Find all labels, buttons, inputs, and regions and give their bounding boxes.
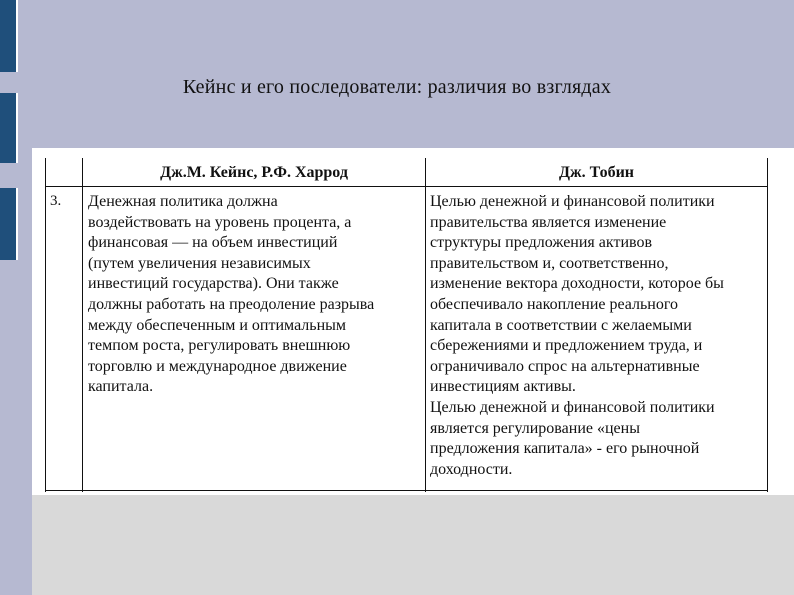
text-line: между обеспеченным и оптимальным	[88, 316, 347, 334]
header-tobin: Дж. Тобин	[559, 164, 634, 181]
text-line: темпом роста, регулировать внешнюю	[88, 337, 351, 355]
text-line: Денежная политика должна	[88, 193, 278, 210]
cell-keynes-harrod	[88, 192, 374, 398]
text-line: правительства является изменение	[430, 213, 667, 231]
text-line: торговлю и международное движение	[88, 357, 347, 375]
table-divider-middle	[425, 158, 426, 492]
text-line: является регулирование «цены	[430, 419, 640, 437]
text-line: капитала в соответствии с желаемыми	[430, 316, 692, 334]
text-line: (путем увеличения независимых	[88, 254, 311, 272]
text-line: ограничивало спрос на альтернативные	[430, 357, 700, 375]
slide-title: Кейнс и его последователи: различия во взглядах	[182, 76, 612, 98]
text-line: доходности.	[430, 460, 513, 478]
text-line: изменение вектора доходности, которое бы	[430, 275, 724, 293]
text-line: капитала.	[88, 378, 154, 396]
text-line: Целью денежной и финансовой политики	[430, 398, 715, 416]
text-line: должны работать на преодоление разрыва	[88, 295, 375, 313]
text-line: инвестициям активы.	[430, 378, 576, 396]
text-line: финансовая — на объем инвестиций	[88, 234, 338, 252]
decorative-bar	[0, 188, 18, 260]
text-line: правительством и, соответственно,	[430, 254, 669, 272]
text-line: инвестиций государства). Они также	[88, 275, 339, 293]
text-line: обеспечивало накопление реального	[430, 295, 679, 313]
row-number: 3.	[50, 193, 62, 209]
text-line: сбережениями и предложением труда, и	[430, 337, 703, 355]
decorative-bar	[0, 0, 18, 72]
text-line: Целью денежной и финансовой политики	[430, 193, 715, 210]
table-divider-number-column	[82, 158, 83, 492]
cell-tobin	[430, 192, 724, 480]
table-header-rule	[45, 186, 768, 187]
header-keynes-harrod: Дж.М. Кейнс, Р.Ф. Харрод	[160, 164, 348, 181]
table-bottom-rule	[45, 490, 768, 491]
text-line: воздействовать на уровень процента, а	[88, 213, 352, 231]
table-border-left	[45, 158, 46, 492]
table-border-right	[767, 158, 768, 492]
text-line: структуры предложения активов	[430, 234, 652, 252]
text-line: предложения капитала» - его рыночной	[430, 440, 700, 458]
title-background	[0, 0, 794, 148]
decorative-bar	[0, 93, 18, 163]
